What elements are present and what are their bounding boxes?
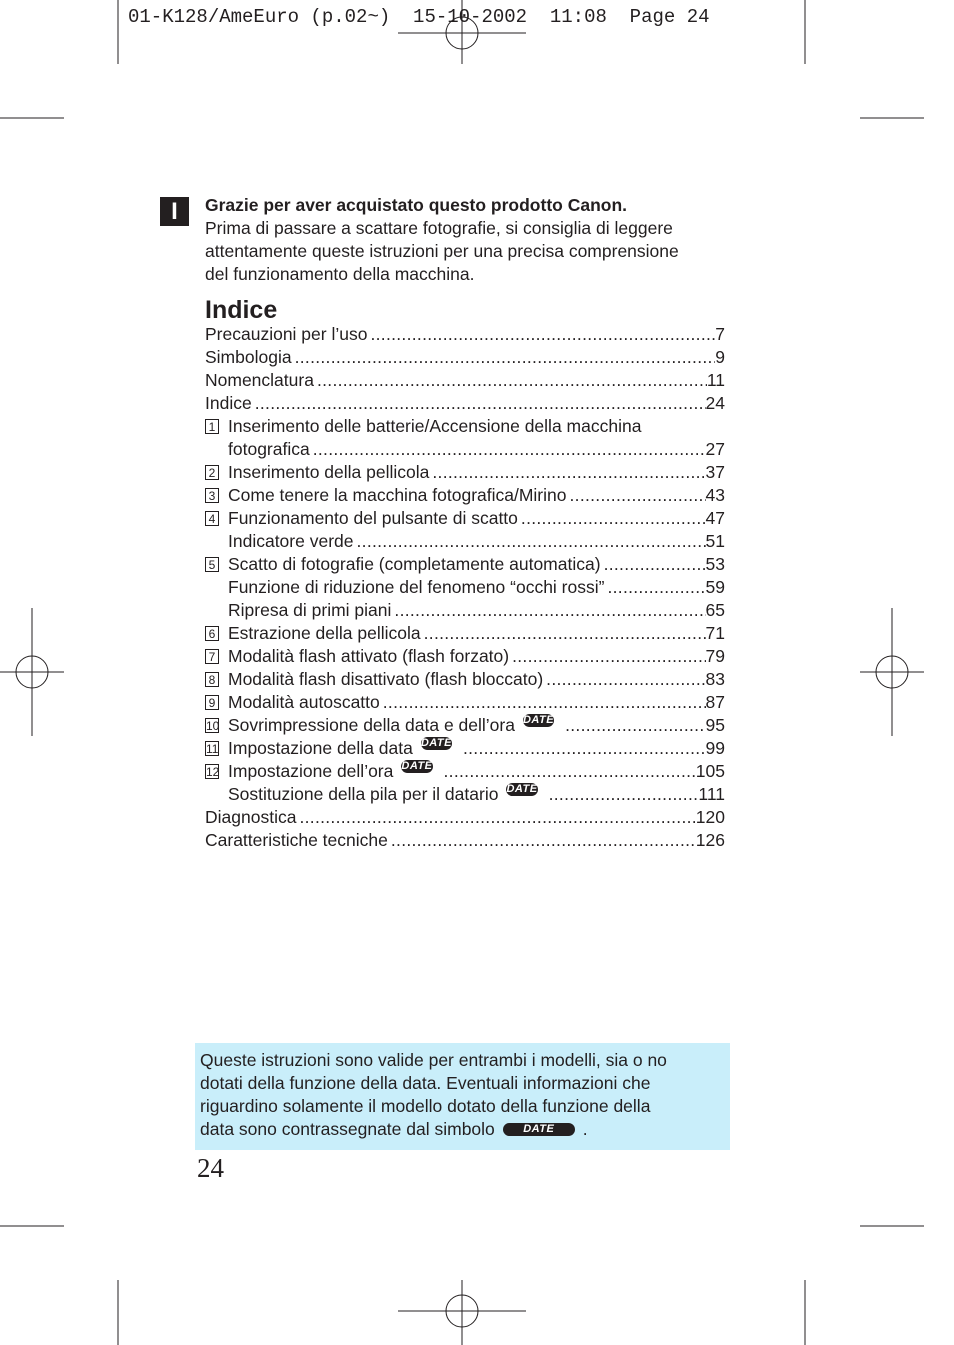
chapter-number-icon: 7 — [205, 649, 219, 664]
toc-entry — [205, 323, 725, 346]
dot-leader — [388, 829, 696, 852]
dot-leader — [429, 461, 705, 484]
note-line: dotati della funzione della data. Eventuali informazioni che — [200, 1073, 651, 1093]
note-line-text: data sono contrassegnate dal simbolo — [200, 1119, 495, 1139]
dot-leader — [380, 691, 706, 714]
toc-page-number: 7 — [715, 324, 725, 344]
toc-page-number: 59 — [705, 577, 725, 597]
date-model-note — [195, 1043, 730, 1150]
toc-page-number: 105 — [695, 761, 725, 781]
note-line: Queste istruzioni sono valide per entrambi i modelli, sia o no — [200, 1050, 667, 1070]
dot-leader — [518, 507, 706, 530]
toc-label: Come tenere la macchina fotografica/Mirino — [228, 485, 567, 505]
toc-entry — [205, 783, 725, 806]
toc-page-number: 51 — [705, 531, 725, 551]
dot-leader — [391, 599, 705, 622]
toc-page-number: 71 — [705, 623, 725, 643]
toc-label: Nomenclatura — [205, 370, 314, 390]
chapter-number-icon: 8 — [205, 672, 219, 687]
print-header: 01-K128/AmeEuro (p.02~) 15-10-2002 11:08 Page 24 — [128, 6, 710, 28]
chapter-number-icon: 10 — [206, 719, 220, 733]
toc-entry — [205, 622, 725, 645]
dot-leader — [441, 760, 696, 783]
toc-label: Modalità autoscatto — [228, 692, 380, 712]
dot-leader — [421, 622, 706, 645]
toc-page-number: 27 — [705, 439, 725, 459]
dot-leader — [354, 530, 706, 553]
toc-page-number: 24 — [705, 393, 725, 413]
dot-leader — [546, 783, 699, 806]
toc-page-number: 111 — [698, 784, 725, 804]
dot-leader — [509, 645, 705, 668]
toc-page-number: 95 — [705, 715, 725, 735]
intro-line: attentamente queste istruzioni per una precisa comprensione — [205, 241, 679, 261]
toc-page-number: 65 — [705, 600, 725, 620]
date-symbol-icon: DATE — [420, 737, 452, 749]
date-symbol-icon: DATE — [401, 760, 433, 772]
chapter-number-icon: 5 — [205, 557, 219, 572]
toc-label: Funzione di riduzione del fenomeno “occhi rossi” — [228, 577, 605, 597]
toc-entry — [205, 599, 725, 622]
date-symbol-icon: DATE — [522, 714, 555, 726]
toc-label: Modalità flash disattivato (flash bloccato) — [228, 669, 544, 689]
dot-leader — [601, 553, 706, 576]
chapter-number-icon: 2 — [205, 465, 219, 480]
dot-leader — [252, 392, 706, 415]
toc-entry — [205, 553, 725, 576]
toc-page-number: 9 — [715, 347, 725, 367]
chapter-number-icon: 9 — [205, 695, 219, 710]
date-symbol-icon: DATE — [506, 783, 538, 795]
language-tab: I — [160, 197, 189, 226]
dot-leader — [604, 576, 705, 599]
page-number: 24 — [197, 1153, 224, 1183]
table-of-contents — [205, 323, 725, 852]
intro-paragraph — [205, 194, 735, 286]
note-line — [200, 1118, 725, 1141]
toc-label: Sovrimpressione della data e dell’ora — [228, 715, 515, 735]
chapter-number-icon: 12 — [206, 765, 220, 779]
intro-heading: Grazie per aver acquistato questo prodotto Canon. — [205, 195, 628, 215]
toc-entry — [205, 530, 725, 553]
chapter-number-icon: 1 — [205, 419, 219, 434]
toc-page-number: 43 — [705, 485, 725, 505]
dot-leader — [460, 737, 706, 760]
toc-label: Impostazione della data — [228, 738, 413, 758]
toc-label: Indice — [205, 393, 252, 413]
toc-label: Precauzioni per l’uso — [205, 324, 368, 344]
dot-leader — [367, 323, 715, 346]
toc-entry — [205, 668, 725, 691]
toc-label: Funzionamento del pulsante di scatto — [228, 508, 518, 528]
dot-leader — [292, 346, 716, 369]
toc-entry — [205, 737, 725, 760]
toc-entry — [205, 576, 725, 599]
toc-page-number: 53 — [705, 554, 725, 574]
toc-entry — [205, 415, 725, 438]
toc-entry — [205, 760, 725, 783]
toc-entry — [205, 461, 725, 484]
note-line: riguardino solamente il modello dotato della funzione della — [200, 1096, 651, 1116]
index-title: Indice — [205, 296, 278, 324]
toc-entry — [205, 714, 725, 737]
toc-label: Ripresa di primi piani — [228, 600, 392, 620]
chapter-number-icon: 4 — [205, 511, 219, 526]
toc-page-number: 11 — [706, 370, 725, 390]
toc-page-number: 83 — [705, 669, 725, 689]
toc-entry — [205, 829, 725, 852]
chapter-number-icon: 11 — [206, 742, 219, 756]
toc-label: Modalità flash attivato (flash forzato) — [228, 646, 510, 666]
toc-entry — [205, 645, 725, 668]
toc-page-number: 126 — [695, 830, 725, 850]
toc-label: Estrazione della pellicola — [228, 623, 421, 643]
toc-entry — [205, 484, 725, 507]
dot-leader — [310, 438, 706, 461]
toc-page-number: 79 — [705, 646, 725, 666]
note-end: . — [582, 1119, 588, 1139]
dot-leader — [314, 369, 707, 392]
toc-label: Impostazione dell’ora — [228, 761, 394, 781]
dot-leader — [543, 668, 705, 691]
toc-entry — [205, 691, 725, 714]
toc-page-number: 37 — [705, 462, 725, 482]
intro-line: del funzionamento della macchina. — [205, 264, 475, 284]
toc-entry — [205, 438, 725, 461]
intro-line: Prima di passare a scattare fotografie, si consiglia di leggere — [205, 218, 673, 238]
dot-leader — [567, 484, 706, 507]
toc-label: fotografica — [228, 439, 310, 459]
dot-leader — [562, 714, 705, 737]
toc-entry — [205, 806, 725, 829]
toc-page-number: 87 — [705, 692, 725, 712]
toc-label: Inserimento della pellicola — [228, 462, 430, 482]
toc-page-number: 47 — [705, 508, 725, 528]
chapter-number-icon: 6 — [205, 626, 219, 641]
toc-entry — [205, 392, 725, 415]
toc-entry — [205, 369, 725, 392]
toc-label: Indicatore verde — [228, 531, 354, 551]
toc-label: Sostituzione della pila per il datario — [228, 784, 499, 804]
toc-entry — [205, 346, 725, 369]
dot-leader — [296, 806, 695, 829]
toc-entry — [205, 507, 725, 530]
toc-label: Diagnostica — [205, 807, 297, 827]
toc-label: Simbologia — [205, 347, 292, 367]
toc-page-number: 120 — [695, 807, 725, 827]
toc-label: Scatto di fotografie (completamente automatica) — [228, 554, 601, 574]
toc-label: Inserimento delle batterie/Accensione della macchina — [228, 416, 642, 436]
chapter-number-icon: 3 — [205, 488, 219, 503]
toc-label: Caratteristiche tecniche — [205, 830, 388, 850]
date-symbol-icon: DATE — [503, 1123, 575, 1136]
toc-page-number: 99 — [705, 738, 725, 758]
